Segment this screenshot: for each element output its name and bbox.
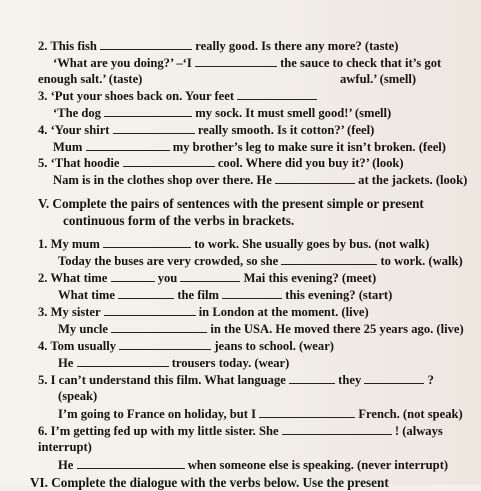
answer-blank[interactable] [111, 270, 155, 282]
exercise-v-heading-line-2: continuous form of the verbs in brackets. [63, 213, 295, 228]
answer-blank[interactable] [118, 287, 174, 299]
item-2-line-3: enough salt.’ (taste) [38, 72, 143, 86]
v-item-3-line-2: My uncle in the USA. He moved there 25 years ago. (live) [58, 322, 464, 336]
v-item-1-line-1: 1. My mum to work. She usually goes by bus. (not walk) [38, 237, 430, 251]
item-5-line-2: Nam is in the clothes shop over there. He at the jackets. (look) [53, 173, 468, 187]
answer-blank[interactable] [77, 457, 185, 469]
v-item-3-line-1: 3. My sister in London at the moment. (live) [38, 305, 369, 319]
answer-blank[interactable] [281, 253, 377, 265]
v-item-6-line-3: He when someone else is speaking. (never interrupt) [58, 458, 449, 472]
v-item-4-line-1: 4. Tom usually jeans to school. (wear) [38, 339, 334, 353]
v-item-5-line-3: I’m going to France on holiday, but I French. (not speak) [58, 407, 463, 421]
answer-blank[interactable] [123, 155, 215, 167]
item-3-line-1: 3. ‘Put your shoes back on. Your feet [38, 88, 317, 104]
answer-blank[interactable] [100, 38, 192, 50]
item-2-line-2: ‘What are you doing?’ –‘I the sauce to check that it’s got [53, 56, 442, 70]
item-2-line-1: 2. This fish really good. Is there any more? (taste) [38, 39, 399, 53]
item-3-answer-tail: awful.’ (smell) [340, 72, 417, 86]
v-item-1-line-2: Today the buses are very crowded, so she to work. (walk) [58, 254, 463, 268]
item-5-line-1: 5. ‘That hoodie cool. Where did you buy it?’ (look) [38, 156, 404, 170]
answer-blank[interactable] [86, 139, 170, 151]
item-4-line-1: 4. ‘Your shirt really smooth. Is it cotton?’ (feel) [38, 123, 375, 137]
answer-blank[interactable] [111, 321, 207, 333]
answer-blank[interactable] [104, 304, 196, 316]
answer-blank[interactable] [104, 105, 192, 117]
answer-blank[interactable] [259, 406, 355, 418]
answer-blank[interactable] [282, 423, 392, 435]
v-item-5-line-1: 5. I can’t understand this film. What language they ? [38, 373, 434, 387]
answer-blank[interactable] [222, 287, 282, 299]
answer-blank[interactable] [119, 338, 211, 350]
answer-blank[interactable] [364, 372, 424, 384]
v-item-2-line-1: 2. What time you Mai this evening? (meet) [38, 271, 377, 285]
v-item-4-line-2: He trousers today. (wear) [58, 356, 290, 370]
v-item-2-line-2: What time the film this evening? (start) [58, 288, 393, 302]
exercise-vi-heading: VI. Complete the dialogue with the verbs below. Use the present [30, 475, 389, 490]
answer-blank[interactable] [180, 270, 240, 282]
answer-blank[interactable] [289, 372, 335, 384]
answer-blank[interactable] [77, 355, 169, 367]
item-4-line-2: Mum my brother’s leg to make sure it isn’t broken. (feel) [53, 140, 446, 154]
v-item-6-line-1: 6. I’m getting fed up with my little sister. She ! (always [38, 424, 443, 438]
item-3-line-2: ‘The dog my sock. It must smell good!’ (smell) [53, 106, 392, 120]
v-item-6-line-2: interrupt) [38, 440, 92, 454]
answer-blank[interactable] [103, 236, 191, 248]
answer-blank[interactable] [275, 172, 355, 184]
v-item-5-line-2: (speak) [58, 389, 98, 403]
answer-blank[interactable] [195, 55, 277, 67]
exercise-v-heading-line-1: V. Complete the pairs of sentences with the present simple or present [38, 196, 424, 211]
answer-blank[interactable] [113, 122, 195, 134]
answer-blank[interactable] [237, 88, 317, 100]
